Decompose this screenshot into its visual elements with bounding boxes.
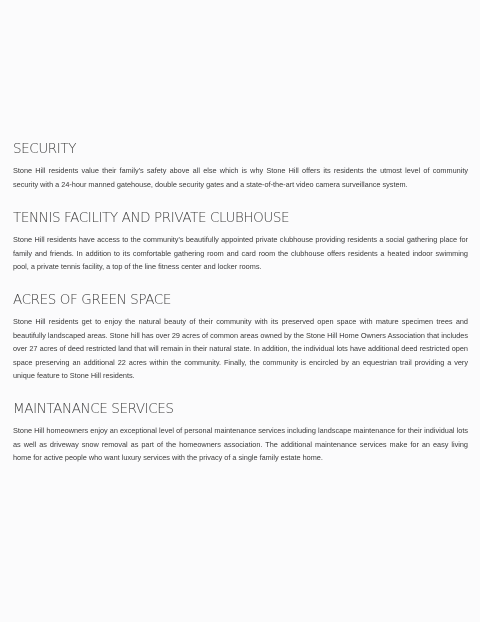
section-body-tennis-clubhouse: Stone Hill residents have access to the community's beautifully appointed private clubhouse providing residents a social gathering place for family and friends. In addition to its comfortable gathering room and card room the clubhouse offers residents a heated indoor swimming pool, a private tennis facility, a top of the line fitness center and locker rooms. bbox=[13, 235, 468, 272]
section-body-green-space: Stone Hill residents get to enjoy the natural beauty of their community with its preserved open space with mature specimen trees and beautifully landscaped areas. Stone hill has over 29 acres of common areas owned by the Stone Hill Home Owners Association that includes over 27 acres of deed restricted land that will remain in their natural state. In addition, the individual lots have additional deed restricted open space preserving an additional 22 acres within the community. Finally, the community is encircled by an equestrian trail providing a very unique feature to Stone Hill residents. bbox=[13, 316, 468, 381]
section-green-space bbox=[13, 292, 468, 383]
section-maintenance bbox=[13, 401, 468, 465]
section-heading-maintenance: MAINTANANCE SERVICES bbox=[13, 400, 174, 417]
section-body-security: Stone Hill residents value their family's safety above all else which is why Stone Hill offers its residents the utmost level of community security with a 24-hour manned gatehouse, double security gates and a state-of-the-art video camera surveillance system. bbox=[13, 166, 468, 189]
section-body-maintenance: Stone Hill homeowners enjoy an exceptional level of personal maintenance services including landscape maintenance for their individual lots as well as driveway snow removal as part of the homeowners association. The additional maintenance services make for an easy living home for active people who want luxury services with the privacy of a single family estate home. bbox=[13, 425, 468, 463]
section-tennis-clubhouse bbox=[13, 210, 468, 274]
section-security bbox=[13, 141, 468, 191]
section-heading-security: SECURITY bbox=[13, 141, 77, 157]
section-heading-tennis-clubhouse: TENNIS FACILITY AND PRIVATE CLUBHOUSE bbox=[13, 210, 290, 227]
section-heading-green-space: ACRES OF GREEN SPACE bbox=[13, 291, 171, 308]
